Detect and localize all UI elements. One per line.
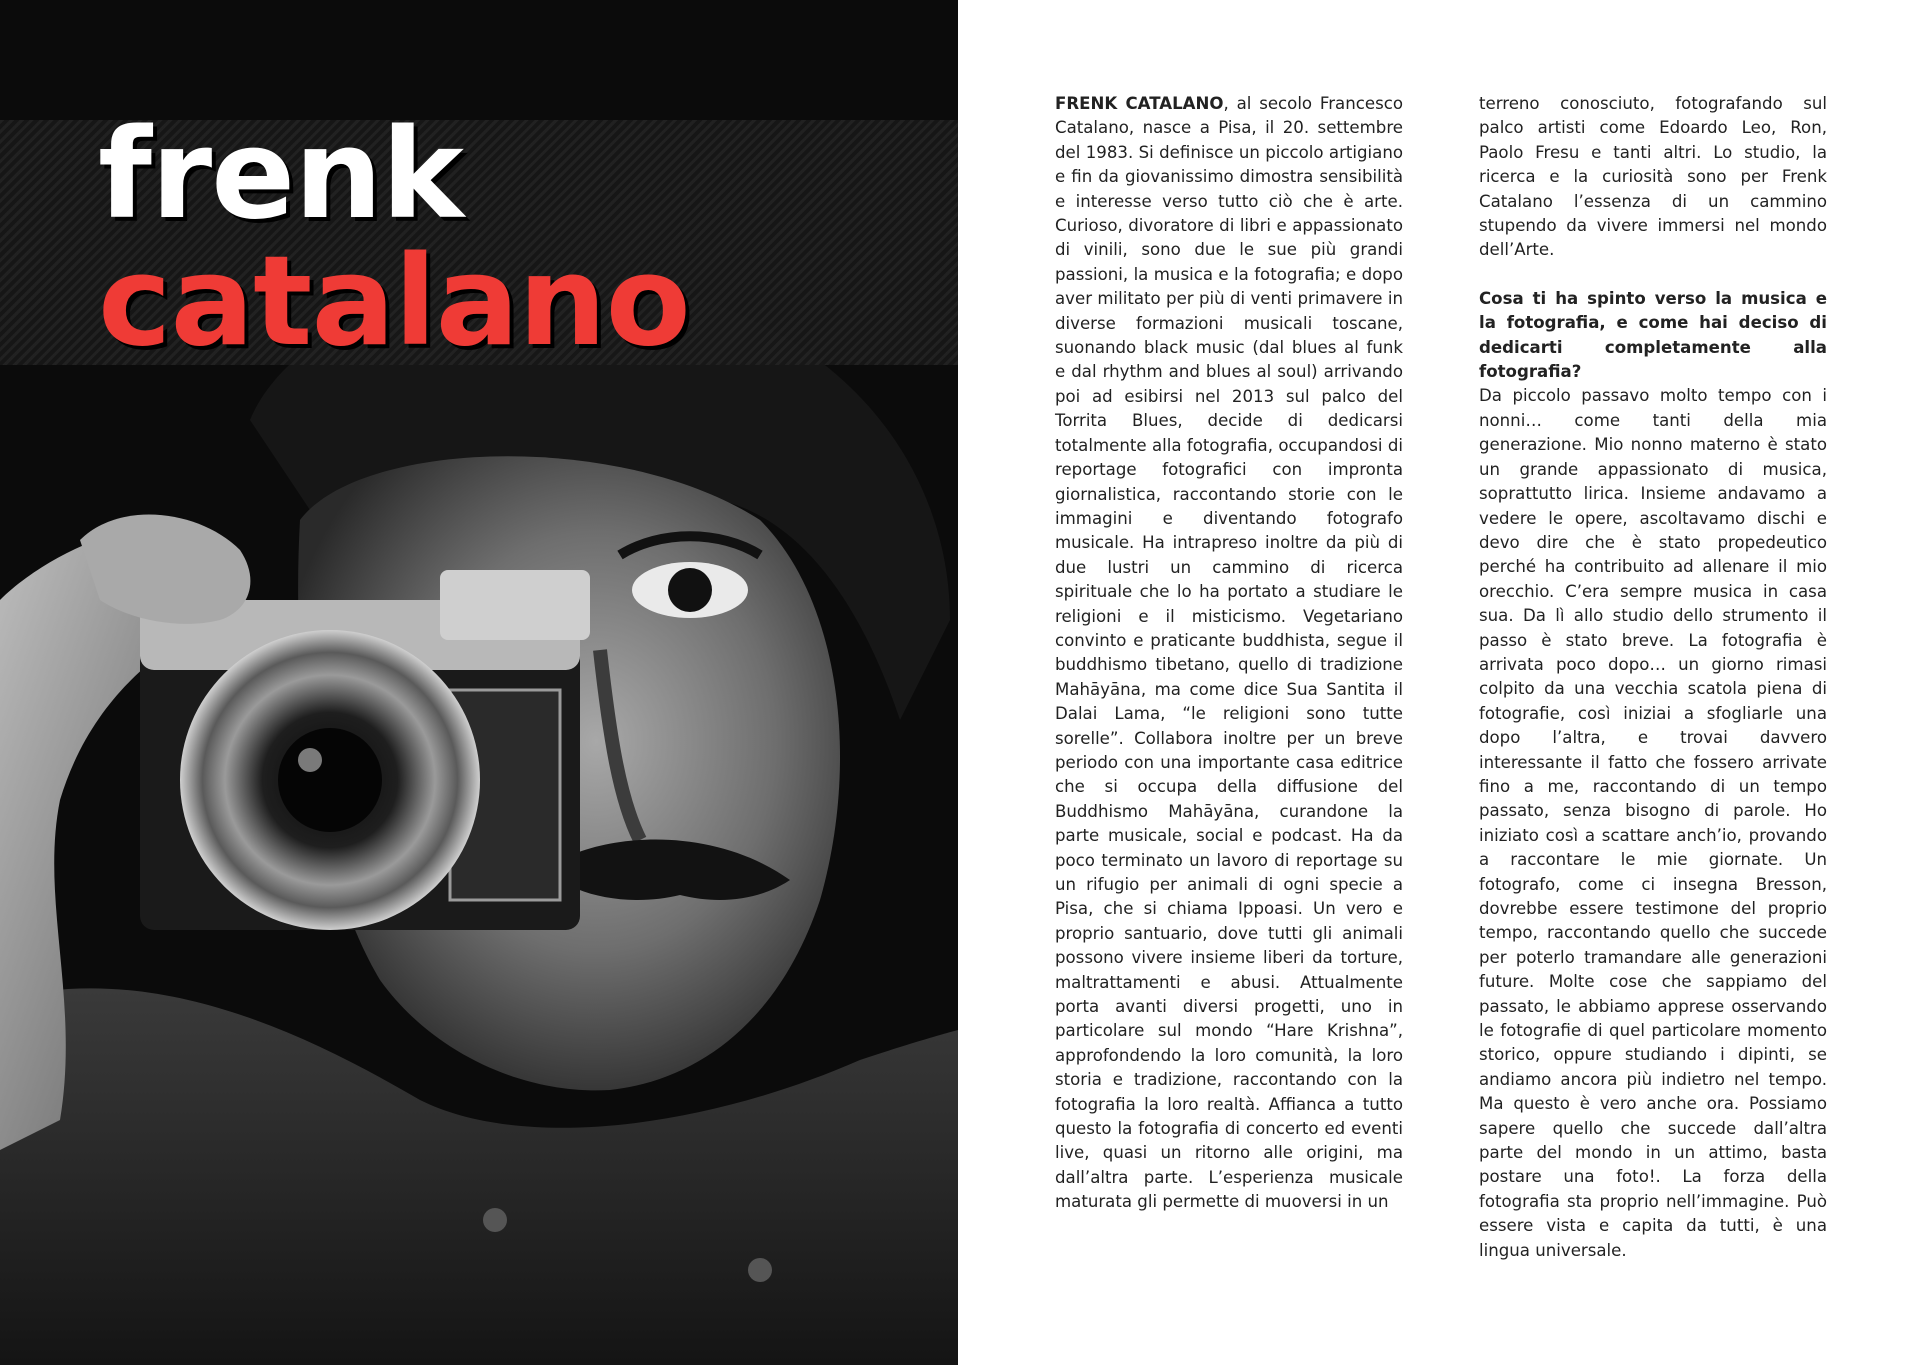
interview-question: Cosa ti ha spinto verso la musica e la fotografia, e come hai deciso di dedicarti completamente alla fotografia? <box>1479 288 1827 382</box>
interview-answer: Da piccolo passavo molto tempo con i nonni… come tanti della mia generazione. Mio nonno materno è stato un grande appassionato di musica, soprattutto lirica. Insieme andavamo a vedere le opere, ascoltavamo dischi e devo dire che è stato propedeutico perché ha contribuito ad allenare il mio orecchio. C’era sempre musica in casa sua. Da lì allo studio dello strumento il passo è stato breve. La fotografia è arrivata poco dopo… un giorno rimasi colpito da una vecchia scatola piena di fotografie, così iniziai a sfogliarle una dopo l’altra, e trovai davvero interessante il fatto che fossero arrivate fino a me, raccontando di un tempo passato, senza bisogno di parole. Ho iniziato così a scattare anch’io, provando a raccontare le mie giornate. Un fotografo, come ci insegna Bresson, dovrebbe essere testimone del proprio tempo, raccontando quello che succede per poterlo tramandare alle generazioni future. Molte cose che sappiamo del passato, le abbiamo apprese osservando le fotografie di quel particolare momento storico, oppure studiando i dipinti, se andiamo ancora più indietro nel tempo. Ma questo è vero anche ora. Possiamo sapere quello che succede dall’altra parte del mondo in un attimo, basta postare una foto!. La forza della fotografia sta proprio nell’immagine. Può essere vista e capita da tutti, è una lingua universale. <box>1479 386 1827 1260</box>
title-first-name: frenk <box>98 103 463 247</box>
text-page <box>958 0 1920 1365</box>
article-column-2 <box>1479 92 1827 1263</box>
article-intro <box>1055 92 1403 1215</box>
photo-page <box>0 0 958 1365</box>
intro-text: , al secolo Francesco Catalano, nasce a Pisa, il 20. settembre del 1983. Si definisce un piccolo artigiano e fin da giovanissimo dimostra sensibilità e interesse verso tutto ciò che è arte. Curioso, divoratore di libri e appassionato di vinili, sono due le sue più grandi passioni, la musica e la fotografia; e dopo aver militato per più di venti primavere in diverse formazioni musicali toscane, suonando black music (dal blues al funk e dal rhythm and blues al soul) arrivando poi ad esibirsi nel 2013 sul palco del Torrita Blues, decide di dedicarsi totalmente alla fotografia, occupandosi di reportage fotografici con impronta giornalistica, raccontando storie con le immagini e diventando fotografo musicale. Ha intrapreso inoltre da più di due lustri un cammino di ricerca spirituale che lo ha portato a studiare le religioni e il misticismo. Vegetariano convinto e praticante buddhista, segue il buddhismo tibetano, quello di tradizione Mahāyāna, ma come dice Sua Santita il Dalai Lama, “le religioni sono tutte sorelle”. Collabora inoltre per un breve periodo con una importante casa editrice che si occupa della diffusione del Buddhismo Mahāyāna, curandone la parte musicale, social e podcast. Ha da poco terminato un lavoro di reportage su un rifugio per animali di ogni specie a Pisa, che si chiama Ippoasi. Un vero e proprio santuario, dove tutti gli animali possono vivere insieme liberi da torture, maltrattamenti e abusi. Attualmente porta avanti diversi progetti, uno in particolare sul mondo “Hare Krishna”, approfondendo la loro comunità, la loro storia e tradizione, raccontando con la fotografia la loro realtà. Affianca a tutto questo la fotografia di concerto ed eventi live, quasi un ritorno alle origini, ma dall’altra parte. L’esperienza musicale maturata gli permette di muoversi in un <box>1055 94 1403 1212</box>
title-last-name: catalano <box>98 230 690 374</box>
lead-name: FRENK CATALANO <box>1055 94 1224 113</box>
intro-continuation: terreno conosciuto, fotografando sul palco artisti come Edoardo Leo, Ron, Paolo Fresu e tanti altri. Lo studio, la ricerca e la curiosità sono per Frenk Catalano l’essenza di un cammino stupendo da vivere immersi nel mondo dell’Arte. <box>1479 94 1827 260</box>
article-column-1 <box>1055 92 1403 1215</box>
